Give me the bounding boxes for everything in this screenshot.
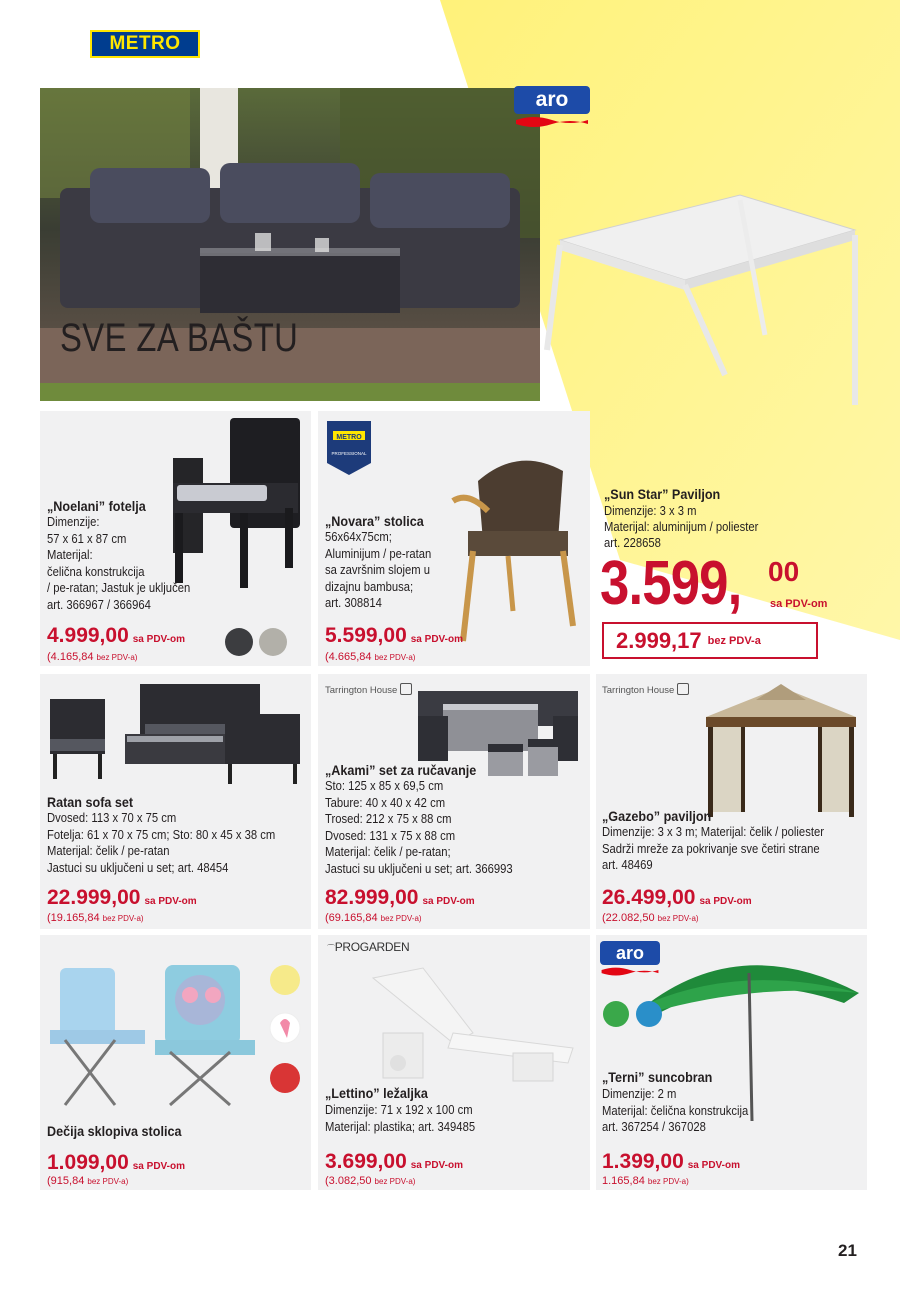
featured-price: 3.599,	[600, 549, 742, 618]
product-card-terni[interactable]	[596, 935, 867, 1190]
product-price: 3.699,00 sa PDV-om	[325, 1150, 463, 1173]
product-description: Dimenzije: 3 x 3 m; Materijal: čelik / poliester Sadrži mreže za pokrivanje sve četiri strane art. 48469	[602, 825, 824, 872]
product-card-ratan-sofa[interactable]	[40, 674, 311, 929]
product-card-akami[interactable]	[318, 674, 590, 929]
product-description: Dimenzije: 71 x 192 x 100 cm Materijal: plastika; art. 349485	[325, 1103, 476, 1134]
metro-logo: METRO	[90, 30, 200, 58]
page-number: 21	[838, 1241, 857, 1260]
product-title: „Terni” suncobran	[602, 1069, 713, 1085]
product-net-price: (915,84 bez PDV-a)	[47, 1175, 129, 1187]
sofa-set-image	[45, 679, 310, 789]
product-description: Dimenzije: 2 m Materijal: čelična konstrukcija art. 367254 / 367028	[602, 1087, 749, 1134]
product-price: 82.999,00 sa PDV-om	[325, 886, 475, 909]
product-card-gazebo[interactable]	[596, 674, 867, 929]
featured-title: „Sun Star” Paviljon	[604, 486, 721, 502]
product-title: „Noelani” fotelja	[47, 498, 146, 514]
metro-professional-logo	[327, 421, 371, 475]
product-price: 1.099,00 sa PDV-om	[47, 1151, 185, 1174]
product-title: „Gazebo” paviljon	[602, 808, 712, 824]
product-card-novara[interactable]	[318, 411, 590, 666]
kids-folding-chair-image	[45, 960, 305, 1110]
svg-text:METRO: METRO	[336, 434, 362, 441]
svg-text:PROFESSIONAL: PROFESSIONAL	[331, 451, 367, 456]
color-swatch	[636, 1001, 662, 1027]
product-description: Dimenzije: 57 x 61 x 87 cm Materijal: čelična konstrukcija / pe-ratan; Jastuk je uključen art. 366967 / 366964	[47, 515, 191, 612]
product-price: 26.499,00 sa PDV-om	[602, 886, 752, 909]
product-card-noelani[interactable]	[40, 411, 311, 666]
hero-banner	[40, 88, 540, 401]
product-title: Ratan sofa set	[47, 794, 134, 810]
featured-description: Dimenzije: 3 x 3 m Materijal: aluminijum / poliester art. 228658	[604, 504, 759, 550]
product-title: „Lettino” ležaljka	[325, 1085, 428, 1101]
product-price: 4.999,00 sa PDV-om	[47, 624, 185, 647]
product-price: 22.999,00 sa PDV-om	[47, 886, 197, 909]
featured-price-decimals: 00	[768, 556, 800, 587]
tarrington-house-icon	[677, 683, 689, 695]
product-description: 56x64x75cm; Aluminijum / pe-ratan sa završnim slojem u dizajnu bambusa; art. 308814	[325, 530, 432, 610]
product-title: „Novara” stolica	[325, 513, 424, 529]
product-description: Sto: 125 x 85 x 69,5 cm Tabure: 40 x 40 x 42 cm Trosed: 212 x 75 x 88 cm Dvosed: 131 x 75 x 88 cm Materijal: čelik / pe-ratan; Jastuci su uključeni u set; art. 366993	[325, 779, 513, 876]
sun-star-gazebo-image	[535, 190, 865, 410]
progarden-logo: ⌒PROGARDEN	[327, 940, 410, 954]
product-net-price: (19.165,84 bez PDV-a)	[47, 912, 144, 924]
product-net-price: (22.082,50 bez PDV-a)	[602, 912, 699, 924]
aro-logo: aro	[514, 86, 590, 128]
tarrington-house-icon	[400, 683, 412, 695]
product-net-price: (3.082,50 bez PDV-a)	[325, 1175, 416, 1187]
color-swatches	[224, 627, 288, 657]
bistro-chair-image	[448, 451, 588, 651]
featured-net-price-box: 2.999,17 bez PDV-a	[602, 622, 818, 659]
brand-label: Tarrington House	[325, 683, 412, 696]
product-price: 5.599,00 sa PDV-om	[325, 624, 463, 647]
product-card-lettino[interactable]	[318, 935, 590, 1190]
product-description: Dvosed: 113 x 70 x 75 cm Fotelja: 61 x 70 x 75 cm; Sto: 80 x 45 x 38 cm Materijal: čelik / pe-ratan Jastuci su uključeni u set; art. 48454	[47, 811, 276, 875]
product-net-price: (69.165,84 bez PDV-a)	[325, 912, 422, 924]
gazebo-image	[696, 682, 866, 822]
product-price: 1.399,00 sa PDV-om	[602, 1150, 740, 1173]
product-net-price: (4.165,84 bez PDV-a)	[47, 651, 138, 663]
product-card-kids-chair[interactable]	[40, 935, 311, 1190]
aro-logo: aro	[600, 941, 676, 983]
product-net-price: 1.165,84 bez PDV-a)	[602, 1175, 689, 1187]
hero-title: SVE ZA BAŠTU	[60, 316, 299, 360]
sun-lounger-image	[363, 963, 583, 1083]
product-net-price: (4.665,84 bez PDV-a)	[325, 651, 416, 663]
featured-price-suffix: sa PDV-om	[770, 598, 828, 610]
aro-swoosh-icon	[514, 112, 590, 128]
product-title: „Akami” set za ručavanje	[325, 762, 477, 778]
color-variant-icons	[268, 963, 302, 1103]
brand-label: Tarrington House	[602, 683, 689, 696]
color-swatch	[603, 1001, 629, 1027]
product-title: Dečija sklopiva stolica	[47, 1123, 182, 1139]
